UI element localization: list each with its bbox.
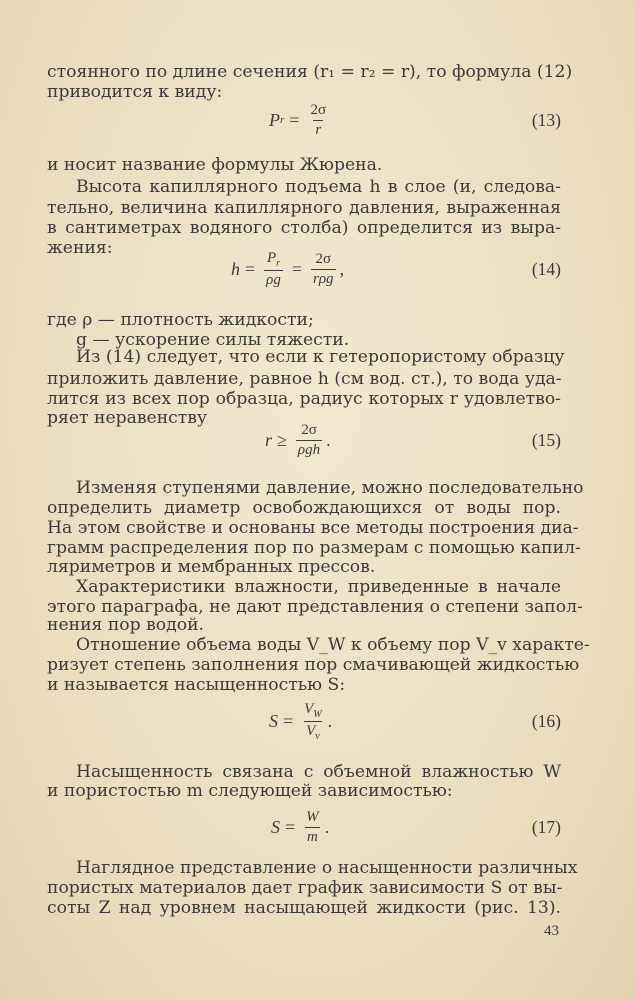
text-line: g — ускорение силы тяжести. xyxy=(76,330,350,350)
equation-number: (17) xyxy=(531,817,561,837)
text-line: Высота капиллярного подъема h в слое (и, следова- xyxy=(76,177,561,197)
text-line: и носит название формулы Жюрена. xyxy=(47,155,383,175)
eq14-rel2: = xyxy=(291,258,303,279)
eq15-fraction xyxy=(296,422,322,459)
eq14-fraction-1 xyxy=(264,250,283,289)
eq16-numerator-sub: W xyxy=(313,708,322,720)
eq15-lhs: r xyxy=(265,429,273,450)
eq17-rel: = xyxy=(285,816,296,837)
equation-15 xyxy=(47,415,561,465)
text-line: Из (14) следует, что если к гетеропористому образцу xyxy=(76,347,565,367)
equation-17 xyxy=(47,802,561,852)
eq16-lhs: S xyxy=(269,710,278,731)
text-line: определить диаметр освобождающихся от воды пор. xyxy=(47,498,561,518)
text-line: грамм распределения пор по размерам с помощью капил- xyxy=(47,538,581,558)
eq13-lhs: P xyxy=(269,109,280,130)
eq14-numerator-2: 2σ xyxy=(315,250,332,267)
eq14-fraction-2 xyxy=(311,251,336,288)
text-line: лится из всех пор образца, радиус которых r удовлетво- xyxy=(47,389,561,409)
eq13-denominator: r xyxy=(315,121,322,138)
eq17-tail: . xyxy=(324,816,330,837)
text-line: приводится к виду: xyxy=(47,82,223,102)
eq13-fraction xyxy=(308,102,328,139)
eq17-lhs: S xyxy=(271,816,280,837)
eq16-denominator: V xyxy=(306,722,316,739)
eq14-lhs: h xyxy=(231,258,240,279)
text-line: Насыщенность связана с объемной влажностью W xyxy=(76,762,561,782)
text-line: и пористостью m следующей зависимостью: xyxy=(47,781,453,801)
eq16-tail: . xyxy=(327,710,333,731)
text-line: Характеристики влажности, приведенные в начале xyxy=(76,577,561,597)
equation-13 xyxy=(47,95,561,145)
equation-number: (15) xyxy=(531,430,561,450)
text-line: Отношение объема воды V_W к объему пор V_v характе- xyxy=(76,635,590,655)
eq16-rel: = xyxy=(283,710,294,731)
eq15-denominator: ρgh xyxy=(297,441,321,458)
eq14-rel: = xyxy=(245,258,256,279)
eq13-rel: = xyxy=(289,109,300,130)
eq16-denominator-sub: v xyxy=(315,730,320,742)
text-line: соты Z над уровнем насыщающей жидкости (рис. 13). xyxy=(47,898,561,918)
text-line: и называется насыщенностью S: xyxy=(47,675,346,695)
text-line: жения: xyxy=(47,238,113,258)
text-line: нения пор водой. xyxy=(47,615,204,635)
text-line: пористых материалов дает график зависимости S от вы- xyxy=(47,878,563,898)
text-line: ряет неравенству xyxy=(47,408,208,428)
eq16-fraction xyxy=(302,701,324,742)
eq14-numerator-1: P xyxy=(266,249,277,266)
equation-number: (14) xyxy=(531,259,561,279)
text-line: ляриметров и мембранных прессов. xyxy=(47,557,376,577)
eq13-lhs-sub: r xyxy=(280,114,285,126)
text-line: стоянного по длине сечения (r₁ = r₂ = r), то формула (12) xyxy=(47,62,573,82)
eq15-rel: ≥ xyxy=(277,429,287,450)
text-line: в сантиметрах водяного столба) определится из выра- xyxy=(47,218,561,238)
text-line: где ρ — плотность жидкости; xyxy=(47,310,314,330)
eq13-numerator: 2σ xyxy=(310,101,327,118)
eq15-tail: . xyxy=(326,429,331,450)
text-line: На этом свойстве и основаны все методы построения диа- xyxy=(47,518,579,538)
eq17-fraction xyxy=(304,809,321,846)
text-line: приложить давление, равное h (см вод. ст.), то вода уда- xyxy=(47,369,562,389)
eq14-denominator-1: ρg xyxy=(266,271,281,288)
equation-number: (16) xyxy=(531,711,561,731)
text-line: этого параграфа, не дают представления о степени запол- xyxy=(47,597,583,617)
text-line: Наглядное представление о насыщенности различных xyxy=(76,858,578,878)
text-line: ризует степень заполнения пор смачивающей жидкостью xyxy=(47,655,580,675)
text-line: Изменяя ступенями давление, можно последовательно xyxy=(76,478,584,498)
eq15-numerator: 2σ xyxy=(301,421,317,438)
eq17-denominator: m xyxy=(306,828,318,845)
text-line: тельно, величина капиллярного давления, выраженная xyxy=(47,198,561,218)
eq14-tail: , xyxy=(339,258,345,279)
equation-16 xyxy=(47,696,561,746)
equation-number: (13) xyxy=(531,110,561,130)
eq17-numerator: W xyxy=(306,808,319,825)
eq14-numerator-1-sub: r xyxy=(276,257,281,269)
page-number: 43 xyxy=(544,923,559,939)
eq16-numerator: V xyxy=(304,700,314,717)
equation-14 xyxy=(47,244,561,294)
eq14-denominator-2: rρg xyxy=(313,270,334,287)
